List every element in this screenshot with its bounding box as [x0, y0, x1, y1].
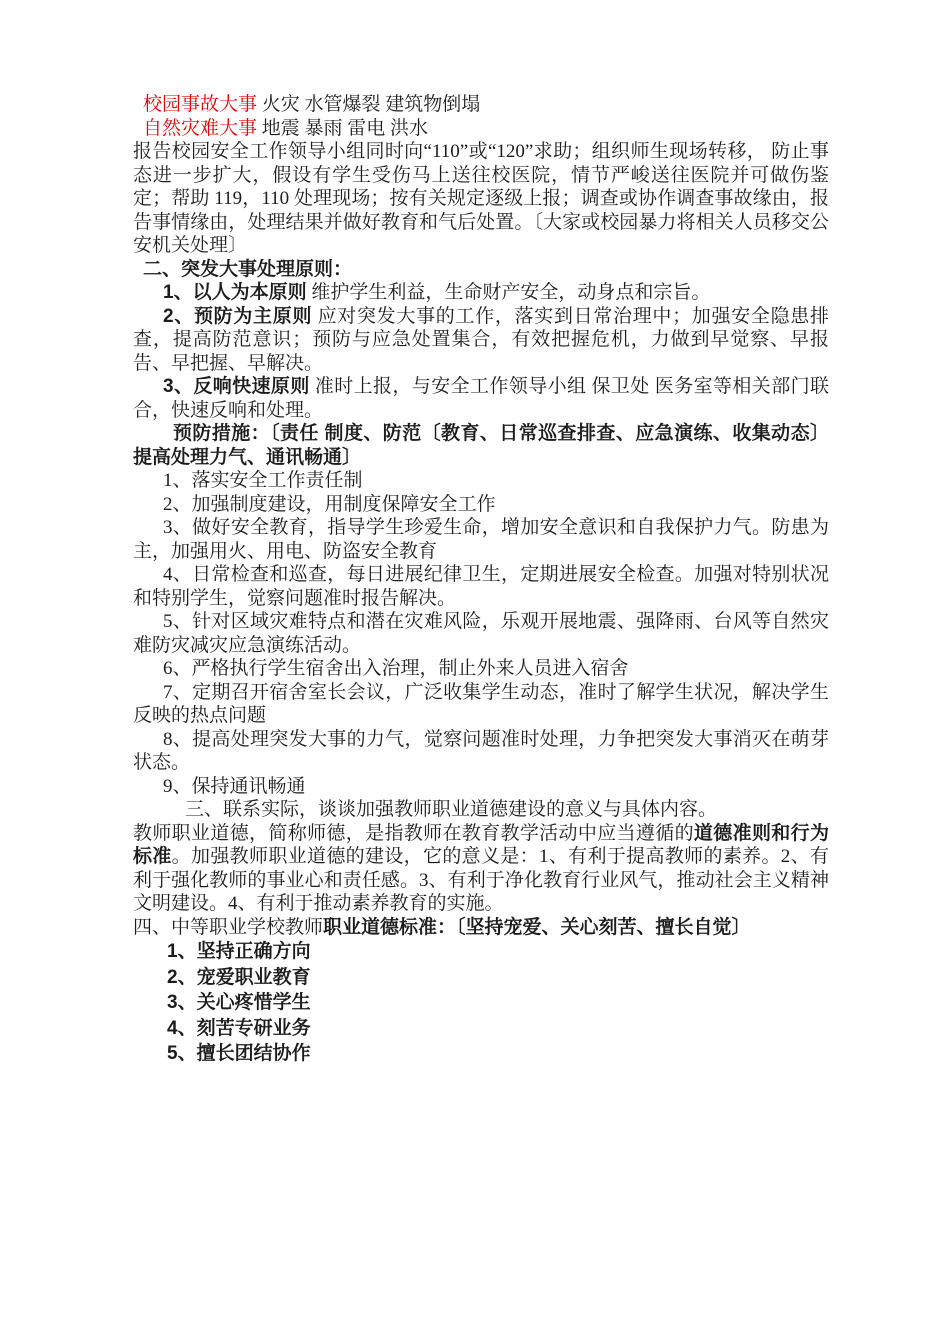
ethics-standard-item-5: [133, 1041, 829, 1067]
measure-item-2: [133, 493, 829, 517]
bold-text-run: 职业道德标准：〔坚持宠爱、关心刻苦、擅长自觉〕: [323, 916, 751, 938]
section-2-heading: [133, 258, 829, 282]
red-text-run: 校园事故大事: [143, 94, 258, 115]
bold-text-run: 5、擅长团结协作: [167, 1043, 311, 1064]
bold-text-run: 3、关心疼惜学生: [167, 992, 311, 1013]
text-run: 准时上报，与安全工作领导小组 保卫处 医务室等相关部门联合，快速反响和处理。: [133, 376, 829, 421]
report-procedure-paragraph: [133, 140, 829, 258]
text-run: 8、提高处理突发大事的力气，觉察问题准时处理，力争把突发大事消灭在萌芽状态。: [133, 728, 829, 773]
text-run: 地震 暴雨 雷电 洪水: [257, 117, 429, 139]
measure-item-1: [133, 469, 829, 493]
text-run: 2、加强制度建设，用制度保障安全工作: [163, 493, 496, 515]
text-run: 1、落实安全工作责任制: [163, 470, 363, 491]
measure-item-5: [133, 610, 829, 657]
text-run: 。加强教师职业道德的建设，它的意义是：1、有利于提高教师的素养。2、有利于强化教师的事业心和责任感。3、有利于净化教育行业风气，推动社会主义精神文明建设。4、有利于推动素养教育的实施。: [133, 846, 829, 914]
ethics-standard-item-3: [133, 990, 829, 1016]
incident-line-campus: [133, 93, 829, 117]
text-run: 6、严格执行学生宿舍出入治理，制止外来人员进入宿舍: [163, 658, 629, 679]
measure-item-9: [133, 775, 829, 799]
text-run: 火灾 水管爆裂 建筑物倒塌: [257, 94, 481, 115]
bold-text-run: 2、宠爱职业教育: [167, 966, 311, 988]
bold-text-run: 1、坚持正确方向: [167, 941, 311, 962]
measure-item-6: [133, 657, 829, 681]
text-run: 维护学生利益，生命财产安全，动身点和宗旨。: [306, 282, 711, 303]
ethics-standard-item-1: [133, 939, 829, 965]
measure-item-4: [133, 563, 829, 610]
text-run: 教师职业道德，简称师德，是指教师在教育教学活动中应当遵循的: [133, 822, 694, 844]
bold-text-run: 1、以人为本原则: [163, 282, 307, 303]
measure-item-7: [133, 681, 829, 728]
document-content: [133, 93, 829, 1067]
measure-item-8: [133, 728, 829, 775]
text-run: 报告校园安全工作领导小组同时向“110”或“120”求助；组织师生现场转移， 防止事态进一步扩大，假设有学生受伤马上送往校医院，情节严峻送往医院并可做伤鉴定；帮助 119，110 处理现场；按有关规定逐级上报；调查或协作调查事故缘由，报告事情缘由，处理结果并做好教育和气后处置。〔大家或校园暴力将相关人员移交公安机关处理〕: [133, 141, 829, 256]
principle-item-1: [133, 281, 829, 305]
text-run: 三、联系实际，谈谈加强教师职业道德建设的意义与具体内容。: [185, 799, 718, 820]
text-run: 7、定期召开宿舍室长会议，广泛收集学生动态，准时了解学生状况，解决学生反映的热点问题: [133, 681, 829, 726]
section-4-heading: [133, 916, 829, 940]
incident-line-natural: [133, 117, 829, 141]
section-3-question-line: [133, 798, 829, 822]
prevention-measures-heading: [133, 422, 829, 469]
bold-text-run: 2、预防为主原则: [163, 305, 313, 327]
bold-text-run: 预防措施：〔责任 制度、防范〔教育、日常巡查排查、应急演练、收集动态〕提高处理力气、通讯畅通〕: [133, 423, 829, 468]
teacher-ethics-paragraph: [133, 822, 829, 916]
bold-text-run: 3、反响快速原则: [163, 376, 310, 397]
text-run: 应对突发大事的工作，落实到日常治理中；加强安全隐患排查，提高防范意识；预防与应急处置集合，有效把握危机，力做到早觉察、早报告、早把握、早解决。: [133, 305, 829, 374]
red-text-run: 自然灾难大事: [143, 117, 258, 139]
bold-text-run: 4、刻苦专研业务: [167, 1017, 311, 1039]
measure-item-3: [133, 516, 829, 563]
text-run: 四、中等职业学校教师: [133, 916, 324, 938]
principle-item-2: [133, 305, 829, 376]
text-run: 3、做好安全教育，指导学生珍爱生命，增加安全意识和自我保护力气。防患为主，加强用火、用电、防盗安全教育: [133, 517, 829, 562]
bold-text-run: 道德准则和行为标准: [133, 822, 829, 867]
text-run: 9、保持通讯畅通: [163, 775, 306, 797]
bold-text-run: 二、突发大事处理原则：: [143, 258, 353, 280]
ethics-standard-item-2: [133, 965, 829, 991]
text-run: 4、日常检查和巡查，每日进展纪律卫生，定期进展安全检查。加强对特别状况和特别学生，觉察问题准时报告解决。: [133, 564, 829, 609]
text-run: 5、针对区域灾难特点和潜在灾难风险，乐观开展地震、强降雨、台风等自然灾难防灾减灾应急演练活动。: [133, 611, 829, 656]
principle-item-3: [133, 375, 829, 422]
ethics-standard-item-4: [133, 1016, 829, 1042]
